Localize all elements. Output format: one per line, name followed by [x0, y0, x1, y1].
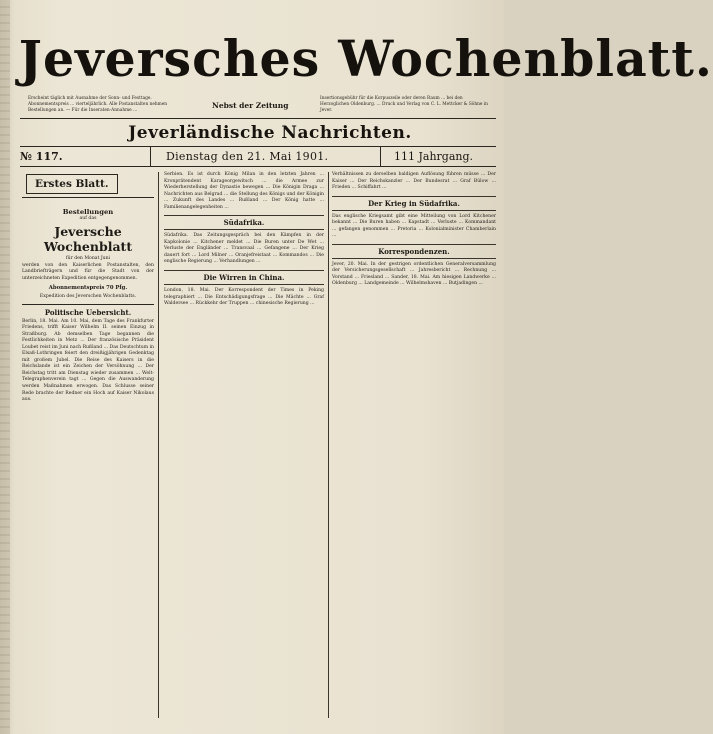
issue-date: Dienstag den 21. Mai 1901.	[166, 150, 329, 163]
issue-year: 111 Jahrgang.	[394, 150, 474, 163]
erstes-blatt-label: Erstes Blatt.	[35, 178, 109, 190]
expedition-label: Expedition des Jeverschen Wochenblatts.	[39, 294, 137, 300]
divider	[380, 146, 381, 166]
divider	[20, 118, 496, 119]
column-2	[164, 172, 324, 718]
column-divider	[328, 172, 329, 718]
bestellungen-heading: Bestellungen	[62, 208, 114, 216]
bestell-text: werden von den Kaiserlichen Postanstalten, den Landbriefträgern und für die Stadt von der unterzeichneten Expedition entgegengenommen.	[22, 262, 154, 281]
politik-heading: Politische Uebersicht.	[44, 307, 132, 317]
divider	[20, 146, 496, 147]
divider	[22, 197, 154, 198]
divider	[22, 304, 154, 305]
subtitle: Jeverländische Nachrichten.	[128, 123, 412, 143]
korrespondenzen-text: Jever, 20. Mai. In der gestrigen ordentlichen Generalversammlung der Versicherungsgesellschaft ... Jahresbericht ... Rechnung ... Vorstand ... Friesland ... Sander, 18. Mai. Am hiesigen Landwerke ... Oldenburg ... Landgemeinde ... Wilhelmshaven ... Butjadingen ...	[332, 261, 496, 287]
serbien-text: Serbien. Es ist durch König Milan in den letzten Jahren ... Kronprätendent Karageorgewitsch ... die Armee zur Wiederherstellung der Dynastie bewegen ... Die Königin Draga ... Nachrichten aus Belgrad ... die Stellung des Königs und der Königin ... Zukunft des Landes ... Rußland ... Der König hatte ... Familienangelegenheiten ...	[164, 172, 324, 210]
auf-das-label: auf das	[79, 216, 97, 221]
masthead-left-info: Erscheint täglich mit Ausnahme der Sonn- und Festtage. Abonnementspreis ... vierteljährlich. Alle Postanstalten nehmen Bestellungen an. — Für die Inseraten-Annahme ...	[28, 96, 168, 114]
column-3	[332, 172, 496, 718]
suedafrika-heading: Südafrika.	[164, 215, 324, 230]
paper-name: Jeversche Wochenblatt	[43, 224, 133, 255]
china-heading: Die Wirren in China.	[164, 270, 324, 285]
krieg-text: Das englische Kriegsamt gibt eine Mitteilung von Lord Kitchener bekannt ... Die Buren haben ... Kapstadt ... Verluste ... Kommandant ... gefangen genommen ... Pretoria ... Kolonialminister Chamberlain ...	[332, 213, 496, 239]
col3-intro-text: Verhältnissen zu derselben baldigen Auflösung führen müsse ... Der Kaiser ... Der Reichskanzler ... Der Bundesrat ... Graf Bülow ... Frieden ... Schiffahrt ...	[332, 172, 496, 191]
politik-text: Berlin, 18. Mai. Am 10. Mai, dem Tage des Frankfurter Friedens, trifft Kaiser Wilhelm II. seinen Einzug in Straßburg. Ab demselben Tage begannen die Festlichkeiten in Metz ... Der französische Präsident Loubet reist im Juni nach Rußland ... Das Deutschtum in Elsaß-Lothringen feiert den dreißigjährigen Gedenktag mit großem Jubel. Die Reise des Kaisers in die Reichslande ist ein Zeichen der Versöhnung ... Der Reichstag tritt am Dienstag wieder zusammen ... Welt-Telegraphenverein tagt ... Gegen die Auswanderung werden Maßnahmen erwogen. Das Schlusse seiner Rede brachte der Redner ein Hoch auf Kaiser Nikolaus aus.	[22, 318, 154, 403]
erstes-blatt-box	[26, 174, 118, 194]
monat-label: für den Monat Juni	[65, 256, 111, 262]
suedafrika-text: Südafrika. Das Zeitungsgespräch bei den Kämpfen in der Kapkolonie ... Kitchener meldet ... Die Buren unter De Wet ... Verluste der Engländer ... Transvaal ... Gefangene ... Der Krieg dauert fort ... Lord Milner ... Oranjefreistaat ... Kommandos ... Die englische Regierung ... Verhandlungen ...	[164, 233, 324, 265]
abonnement-price: Abonnementspreis 70 Pfg.	[48, 285, 128, 292]
korrespondenzen-heading: Korrespondenzen.	[332, 244, 496, 259]
china-text: London, 18. Mai. Der Korrespondent der Times in Peking telegraphiert ... Die Entschädigungsfrage ... Die Mächte ... Graf Waldersee ... Rückkehr der Truppen ... chinesische Regierung ...	[164, 288, 324, 307]
column-1	[22, 172, 154, 718]
column-divider	[158, 172, 159, 718]
issue-number: № 117.	[20, 150, 63, 163]
masthead-title: Jeversches Wochenblatt.	[18, 29, 713, 88]
masthead-right-info: Insertionsgebühr für die Korpuszeile oder deren Raum ... bei den Herzoglichen Oldenburg. ... Druck und Verlag von C. L. Mettcker & Söhne in Jever.	[320, 96, 488, 114]
nebst-der-zeitung: Nebst der Zeitung	[212, 101, 289, 110]
divider	[20, 166, 496, 167]
krieg-heading: Der Krieg in Südafrika.	[332, 196, 496, 211]
divider	[150, 146, 151, 166]
